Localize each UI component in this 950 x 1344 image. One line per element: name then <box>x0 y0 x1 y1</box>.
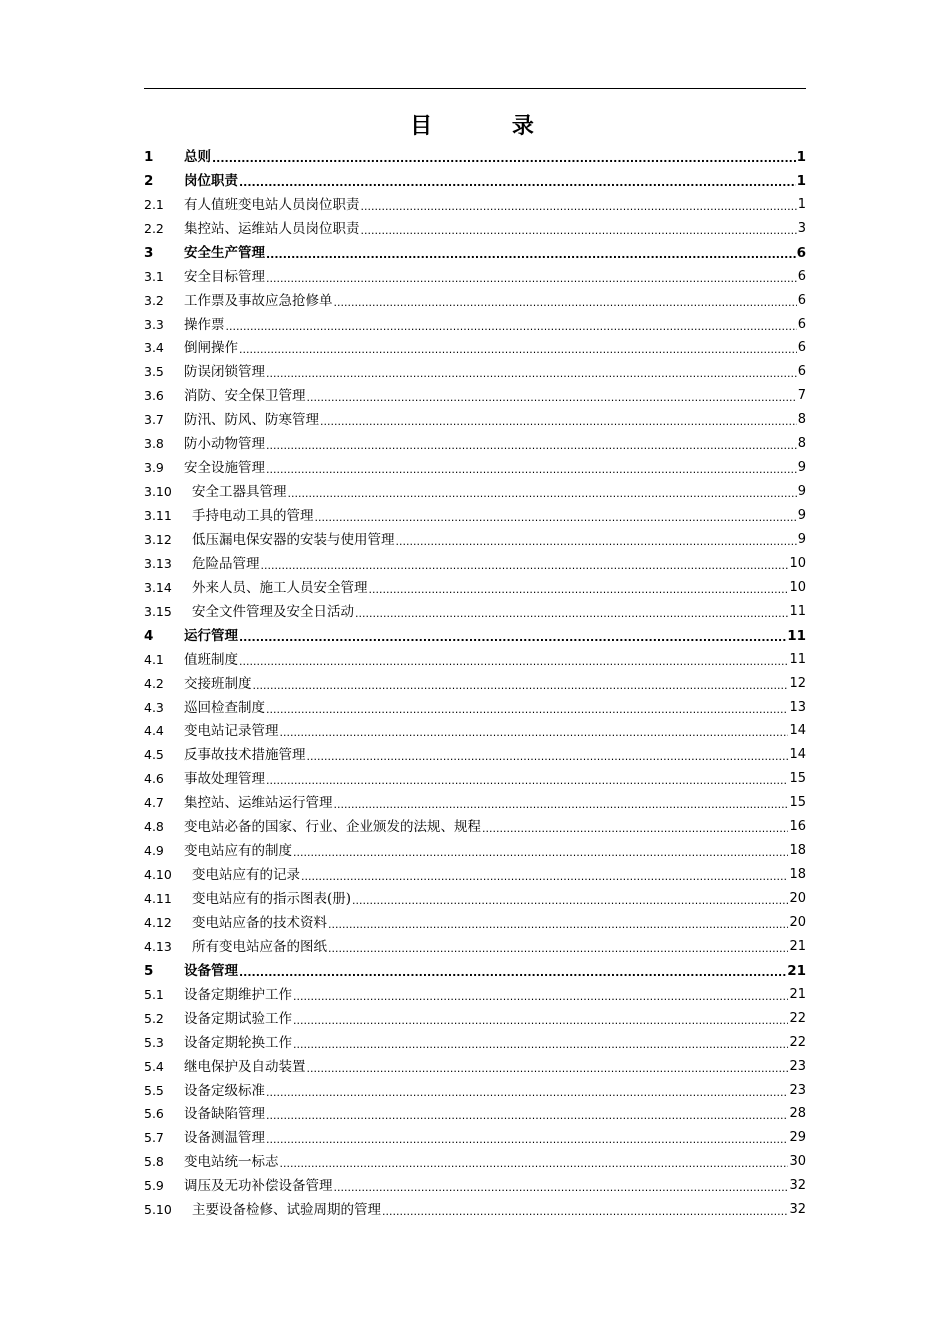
toc-entry[interactable] <box>144 166 806 190</box>
toc-entry-page: 16 <box>789 819 806 835</box>
toc-entry-title: 继电保护及自动装置 <box>184 1058 306 1075</box>
toc-entry-number: 3.10 <box>144 484 172 500</box>
toc-entry-title: 集控站、运维站人员岗位职责 <box>184 220 360 237</box>
toc-entry-title: 低压漏电保安器的安装与使用管理 <box>192 531 395 548</box>
toc-entry[interactable] <box>144 645 806 669</box>
toc-entry-number: 3.14 <box>144 579 172 595</box>
toc-entry-number: 4.2 <box>144 675 164 691</box>
toc-entry-title: 防汛、防风、防寒管理 <box>184 412 319 429</box>
dot-leader <box>253 677 789 693</box>
dot-leader <box>293 844 788 860</box>
toc-entry[interactable] <box>144 453 806 477</box>
toc-entry[interactable] <box>144 693 806 717</box>
toc-entry-number: 3.11 <box>144 508 172 523</box>
toc-entry-number: 5.3 <box>144 1034 164 1050</box>
toc-entry-title: 外来人员、施工人员安全管理 <box>192 579 368 596</box>
toc-entry-page: 9 <box>797 460 806 476</box>
toc-entry-page: 11 <box>789 651 806 667</box>
dot-leader <box>334 1179 789 1195</box>
toc-entry-page: 20 <box>789 891 806 906</box>
toc-entry-number: 5.5 <box>144 1082 164 1098</box>
dot-leader <box>288 485 797 501</box>
toc-entry[interactable] <box>144 501 806 525</box>
toc-entry-page: 15 <box>789 795 806 811</box>
header-rule <box>144 88 806 89</box>
toc-entry[interactable] <box>144 549 806 573</box>
toc-entry-number: 5.6 <box>144 1106 164 1122</box>
dot-leader <box>352 892 788 908</box>
toc-entry[interactable] <box>144 980 806 1004</box>
toc-entry-title: 防小动物管理 <box>184 436 265 453</box>
toc-entry-number: 3.5 <box>144 364 164 380</box>
toc-entry-title: 设备管理 <box>184 962 238 979</box>
toc-entry-number: 3.8 <box>144 436 164 452</box>
toc-entry-number: 3.9 <box>144 460 164 476</box>
toc-entry-number: 5.9 <box>144 1178 164 1194</box>
toc-entry-page: 32 <box>789 1202 806 1218</box>
toc-entry[interactable] <box>144 1052 806 1076</box>
toc-entry-title: 设备定期维护工作 <box>184 986 292 1003</box>
toc-entry-number: 3.12 <box>144 531 172 547</box>
toc-entry-title: 操作票 <box>184 316 225 333</box>
dot-leader <box>212 150 796 166</box>
dot-leader <box>328 916 788 932</box>
dot-leader <box>293 1012 788 1028</box>
toc-entry-page: 9 <box>797 531 806 547</box>
dot-leader <box>266 461 797 477</box>
toc-entry[interactable] <box>144 357 806 381</box>
toc-entry-title: 变电站统一标志 <box>184 1154 279 1171</box>
toc-entry[interactable] <box>144 884 806 908</box>
toc-entry-number: 4 <box>144 627 154 644</box>
dot-leader <box>307 389 797 405</box>
toc-entry-page: 6 <box>797 340 806 356</box>
toc-entry-title: 变电站应有的记录 <box>192 867 300 884</box>
toc-entry[interactable] <box>144 956 806 980</box>
toc-entry-page: 1 <box>796 148 806 165</box>
toc-entry-title: 总则 <box>184 148 211 165</box>
toc-entry-number: 3.15 <box>144 603 172 619</box>
toc-entry-title: 变电站应备的技术资料 <box>192 914 327 931</box>
toc-entry-page: 13 <box>789 699 806 715</box>
toc-entry-title: 消防、安全保卫管理 <box>184 388 306 405</box>
toc-entry-title: 值班制度 <box>184 651 238 668</box>
dot-leader <box>280 724 789 740</box>
toc-entry[interactable] <box>144 477 806 501</box>
toc-entry-number: 3.1 <box>144 268 164 284</box>
toc-entry-number: 4.3 <box>144 699 164 715</box>
toc-entry-title: 交接班制度 <box>184 675 252 692</box>
toc-entry-number: 5.2 <box>144 1010 164 1026</box>
dot-leader <box>334 294 797 310</box>
toc-entry-page: 21 <box>789 938 806 954</box>
toc-entry-page: 6 <box>797 364 806 380</box>
toc-entry-title: 事故处理管理 <box>184 771 265 788</box>
toc-entry-page: 22 <box>789 1010 806 1026</box>
dot-leader <box>266 437 797 453</box>
dot-leader <box>266 270 797 286</box>
toc-entry[interactable] <box>144 812 806 836</box>
toc-entry-title: 变电站记录管理 <box>184 723 279 740</box>
dot-leader <box>382 1203 788 1219</box>
dot-leader <box>293 988 788 1004</box>
toc-entry-title: 安全设施管理 <box>184 460 265 477</box>
toc-entry-page: 9 <box>797 508 806 523</box>
toc-entry[interactable] <box>144 621 806 645</box>
toc-entry-title: 安全目标管理 <box>184 268 265 285</box>
toc-entry[interactable] <box>144 238 806 262</box>
toc-entry-page: 21 <box>787 962 806 979</box>
dot-leader <box>307 1060 789 1076</box>
toc-entry-page: 6 <box>797 268 806 284</box>
toc-entry-number: 2.2 <box>144 220 164 236</box>
toc-entry-number: 4.12 <box>144 914 172 930</box>
toc-entry-number: 5.1 <box>144 986 164 1002</box>
toc-entry-title: 安全工器具管理 <box>192 484 287 501</box>
toc-entry-title: 设备缺陷管理 <box>184 1106 265 1123</box>
dot-leader <box>266 1084 788 1100</box>
toc-entry-title: 反事故技术措施管理 <box>184 747 306 764</box>
toc-entry[interactable] <box>144 908 806 932</box>
toc-entry-number: 4.6 <box>144 771 164 787</box>
toc-entry-title: 主要设备检修、试验周期的管理 <box>192 1202 381 1219</box>
toc-entry-title: 变电站必备的国家、行业、企业颁发的法规、规程 <box>184 819 481 836</box>
dot-leader <box>226 318 797 334</box>
dot-leader <box>334 796 789 812</box>
toc-entry-page: 30 <box>789 1154 806 1170</box>
toc-entry-page: 21 <box>789 986 806 1002</box>
toc-entry-page: 10 <box>789 579 806 595</box>
toc-entry[interactable] <box>144 836 806 860</box>
toc-entry-page: 1 <box>797 196 806 212</box>
dot-leader <box>355 605 788 621</box>
toc-entry-title: 所有变电站应备的图纸 <box>192 938 327 955</box>
toc-entry-page: 32 <box>789 1178 806 1194</box>
toc-entry[interactable] <box>144 214 806 238</box>
toc-entry-number: 4.13 <box>144 938 172 954</box>
dot-leader <box>301 868 788 884</box>
toc-entry-number: 5 <box>144 962 154 979</box>
dot-leader <box>361 222 797 238</box>
toc-entry-page: 14 <box>789 747 806 763</box>
dot-leader <box>266 1107 788 1123</box>
dot-leader <box>482 820 788 836</box>
toc-entry[interactable] <box>144 1076 806 1100</box>
toc-entry[interactable] <box>144 1004 806 1028</box>
dot-leader <box>320 413 797 429</box>
toc-entry-title: 防误闭锁管理 <box>184 364 265 381</box>
toc-entry[interactable] <box>144 1171 806 1195</box>
dot-leader <box>315 509 797 525</box>
toc-entry-number: 5.8 <box>144 1154 164 1170</box>
toc-entry[interactable] <box>144 262 806 286</box>
toc-entry-number: 5.7 <box>144 1130 164 1146</box>
toc-entry-page: 8 <box>797 412 806 428</box>
toc-entry-page: 20 <box>789 914 806 930</box>
dot-leader <box>266 246 796 262</box>
toc-entry[interactable] <box>144 334 806 358</box>
toc-entry-number: 4.1 <box>144 651 164 667</box>
toc-entry-page: 29 <box>789 1130 806 1146</box>
toc-entry[interactable] <box>144 573 806 597</box>
dot-leader <box>369 581 789 597</box>
toc-entry-title: 集控站、运维站运行管理 <box>184 795 333 812</box>
page-title: 目 录 <box>410 114 570 139</box>
toc-entry-title: 倒闸操作 <box>184 340 238 357</box>
dot-leader <box>266 1131 788 1147</box>
toc-entry-number: 1 <box>144 148 154 165</box>
toc-entry-page: 7 <box>797 388 806 404</box>
toc-entry[interactable] <box>144 764 806 788</box>
toc-entry-title: 设备测温管理 <box>184 1130 265 1147</box>
toc-entry-page: 3 <box>797 220 806 236</box>
toc-entry-number: 3.3 <box>144 316 164 332</box>
toc-entry[interactable] <box>144 717 806 741</box>
toc-entry-title: 岗位职责 <box>184 172 238 189</box>
dot-leader <box>239 341 797 357</box>
toc-entry[interactable] <box>144 405 806 429</box>
toc-entry-title: 手持电动工具的管理 <box>192 508 314 524</box>
toc-entry-number: 3 <box>144 244 154 261</box>
toc-entry-title: 设备定期试验工作 <box>184 1010 292 1027</box>
dot-leader <box>266 365 797 381</box>
dot-leader <box>328 940 788 956</box>
toc-entry-page: 9 <box>797 484 806 500</box>
toc-entry-page: 18 <box>789 867 806 883</box>
toc-entry-number: 3.6 <box>144 388 164 404</box>
toc-entry-page: 6 <box>797 316 806 332</box>
dot-leader <box>361 198 797 214</box>
toc-entry[interactable] <box>144 429 806 453</box>
toc-entry-title: 危险品管理 <box>192 555 260 572</box>
toc-entry-number: 4.9 <box>144 843 164 859</box>
toc-entry-page: 23 <box>789 1082 806 1098</box>
toc-entry-number: 3.7 <box>144 412 164 428</box>
toc-entry-page: 10 <box>789 555 806 571</box>
dot-leader <box>293 1036 788 1052</box>
toc-entry-number: 4.4 <box>144 723 164 739</box>
toc-entry-page: 6 <box>796 244 806 261</box>
toc-entry-title: 设备定期轮换工作 <box>184 1034 292 1051</box>
toc-entry[interactable] <box>144 142 806 166</box>
toc-entry-number: 3.13 <box>144 555 172 571</box>
table-of-contents <box>144 142 806 1219</box>
toc-entry[interactable] <box>144 1195 806 1219</box>
toc-entry[interactable] <box>144 1100 806 1124</box>
toc-entry-page: 28 <box>789 1106 806 1122</box>
toc-entry-number: 4.5 <box>144 747 164 763</box>
toc-entry[interactable] <box>144 525 806 549</box>
toc-entry[interactable] <box>144 310 806 334</box>
toc-entry[interactable] <box>144 1147 806 1171</box>
toc-entry-title: 安全生产管理 <box>184 244 265 261</box>
toc-entry-title: 变电站应有的指示图表(册) <box>192 891 352 907</box>
dot-leader <box>266 701 788 717</box>
toc-entry-title: 工作票及事故应急抢修单 <box>184 292 333 309</box>
toc-entry[interactable] <box>144 381 806 405</box>
toc-entry-title: 变电站应有的制度 <box>184 843 292 860</box>
toc-entry-page: 18 <box>789 843 806 859</box>
toc-entry-number: 3.4 <box>144 340 164 356</box>
toc-entry-page: 15 <box>789 771 806 787</box>
toc-entry-page: 14 <box>789 723 806 739</box>
toc-entry-page: 8 <box>797 436 806 452</box>
toc-entry[interactable] <box>144 190 806 214</box>
toc-entry-number: 4.11 <box>144 891 172 906</box>
toc-entry-title: 运行管理 <box>184 627 238 644</box>
dot-leader <box>307 748 789 764</box>
toc-entry-number: 3.2 <box>144 292 164 308</box>
toc-entry-page: 22 <box>789 1034 806 1050</box>
toc-entry-title: 巡回检查制度 <box>184 699 265 716</box>
toc-entry-title: 调压及无功补偿设备管理 <box>184 1178 333 1195</box>
toc-entry-page: 11 <box>789 603 806 619</box>
toc-entry-title: 设备定级标准 <box>184 1082 265 1099</box>
toc-entry[interactable] <box>144 597 806 621</box>
dot-leader <box>396 533 797 549</box>
toc-entry-page: 11 <box>787 627 806 644</box>
toc-entry-number: 4.10 <box>144 867 172 883</box>
toc-entry-title: 有人值班变电站人员岗位职责 <box>184 196 360 213</box>
toc-entry[interactable] <box>144 286 806 310</box>
dot-leader <box>280 1155 789 1171</box>
toc-entry-page: 23 <box>789 1058 806 1074</box>
toc-entry[interactable] <box>144 788 806 812</box>
toc-entry[interactable] <box>144 1028 806 1052</box>
toc-entry-number: 5.4 <box>144 1058 164 1074</box>
toc-entry-number: 2.1 <box>144 196 164 212</box>
toc-entry-number: 5.10 <box>144 1202 172 1218</box>
toc-entry-number: 4.7 <box>144 795 164 811</box>
dot-leader <box>239 174 796 190</box>
dot-leader <box>239 629 786 645</box>
toc-entry-page: 1 <box>796 172 806 189</box>
dot-leader <box>239 653 788 669</box>
toc-entry[interactable] <box>144 740 806 764</box>
toc-entry-page: 12 <box>789 675 806 691</box>
toc-entry-title: 安全文件管理及安全日活动 <box>192 603 354 620</box>
dot-leader <box>261 557 789 573</box>
toc-entry[interactable] <box>144 669 806 693</box>
toc-entry[interactable] <box>144 860 806 884</box>
toc-entry-number: 4.8 <box>144 819 164 835</box>
toc-entry[interactable] <box>144 1123 806 1147</box>
toc-entry-number: 2 <box>144 172 154 189</box>
toc-entry-page: 6 <box>797 292 806 308</box>
dot-leader <box>266 772 788 788</box>
dot-leader <box>239 964 786 980</box>
toc-entry[interactable] <box>144 932 806 956</box>
